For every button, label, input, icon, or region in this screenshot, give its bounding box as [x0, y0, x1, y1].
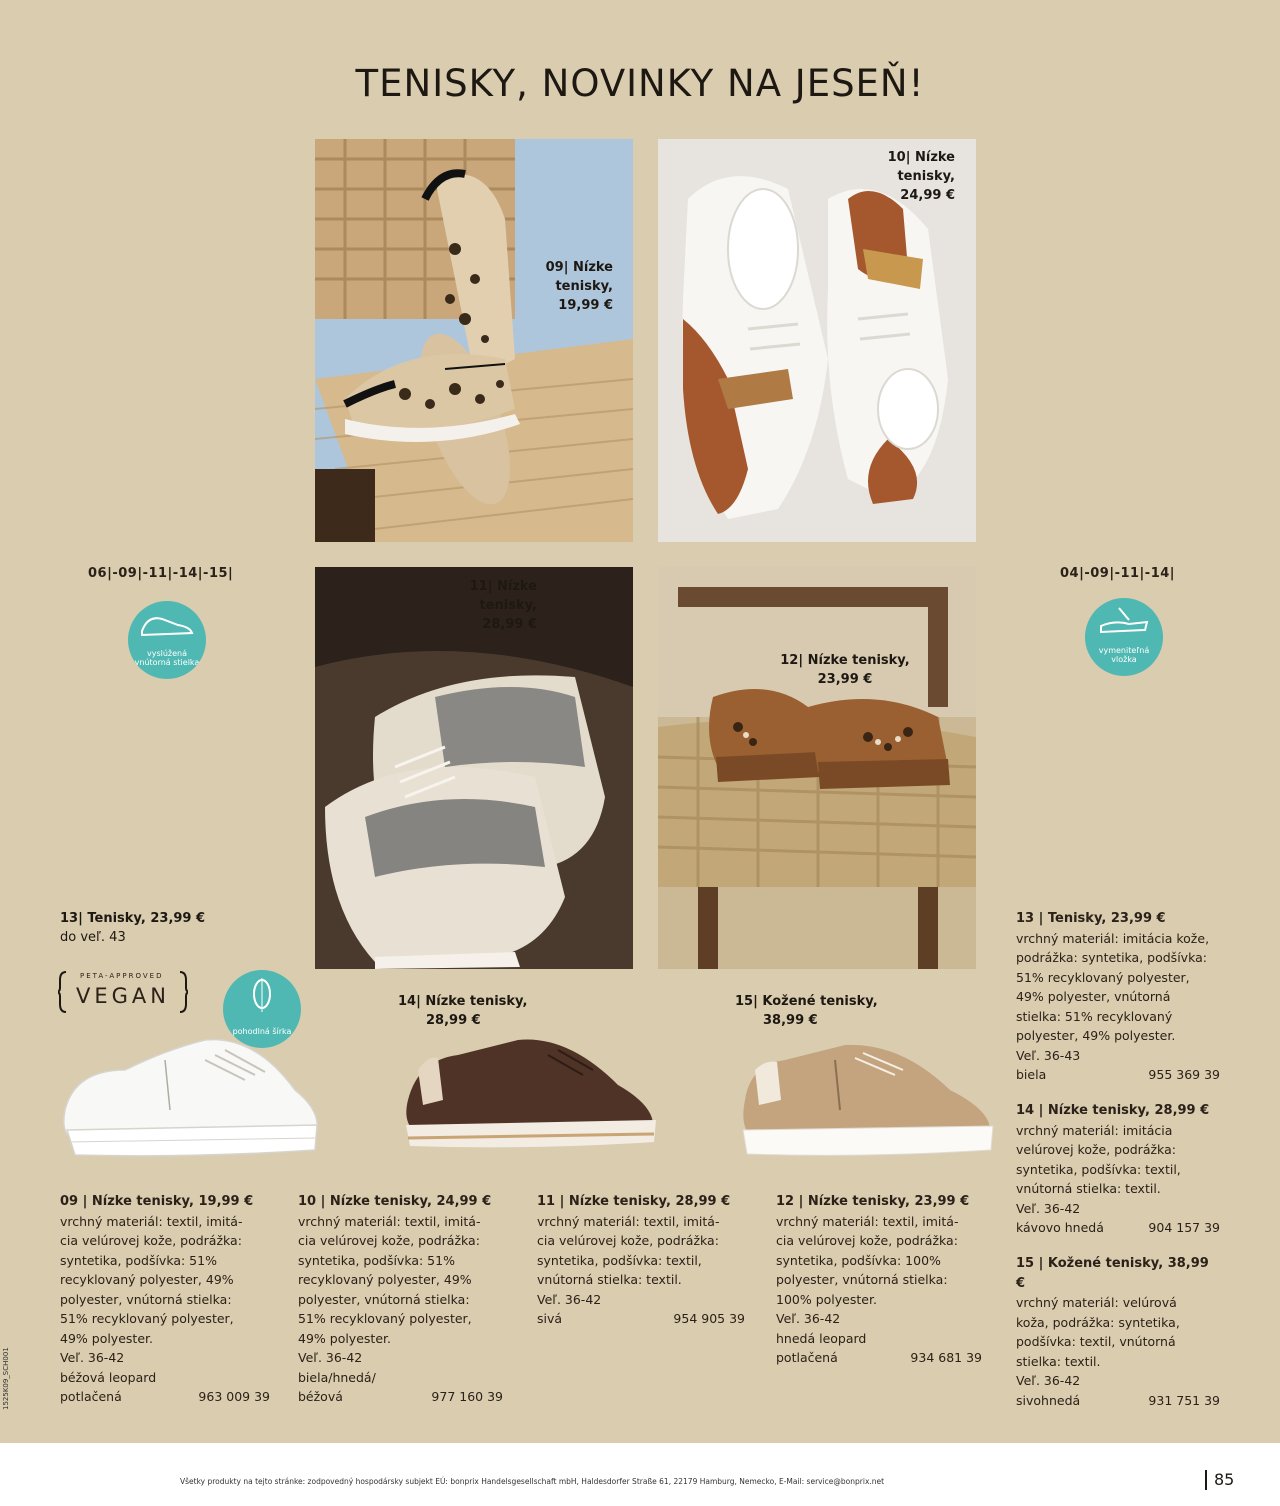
photo-label-14: 14| Nízke tenisky, 28,99 €	[398, 994, 528, 1028]
photo-product-12	[658, 567, 976, 969]
page-number-divider	[1205, 1470, 1207, 1490]
insole-badge	[128, 601, 206, 679]
photo-label-11: 11| Nízke tenisky, 28,99 €	[469, 579, 537, 632]
fit-badge-label: pohodlná šírka	[232, 1027, 292, 1036]
vegan-logo-top: PETA-APPROVED	[80, 972, 164, 980]
photo-product-12-image	[658, 567, 976, 969]
removable-insole-badge-label: vymeniteľná vložka	[1098, 646, 1150, 664]
product-code-11: 954 905 39	[673, 1311, 745, 1326]
product-code-10: 977 160 39	[431, 1389, 503, 1404]
feature-sizes-left: 06|-09|-11|-14|-15|	[88, 566, 234, 581]
product-14-image	[398, 1030, 660, 1155]
page-number: 85	[1214, 1470, 1235, 1489]
feature-sizes-right: 04|-09|-11|-14|	[1060, 566, 1176, 581]
shoe-icon	[128, 601, 206, 641]
product-code-12: 934 681 39	[910, 1350, 982, 1365]
insole-icon	[1085, 598, 1163, 638]
catalog-side-code: 1525K09_SCH001	[2, 1347, 10, 1410]
product-description-15: 15 | Kožené tenisky, 38,99 € vrchný materiál: velúrová koža, podrážka: syntetika, podšívka: textil, vnútorná stielka: textil. Veľ. 36-42 sivohnedá 931 751 39	[1016, 1254, 1220, 1410]
photo-label-12: 12| Nízke tenisky, 23,99 €	[780, 653, 910, 687]
product-description-14: 14 | Nízke tenisky, 28,99 € vrchný materiál: imitácia velúrovej kože, podrážka: syntetika, podšívka: textil, vnútorná stielka: textil. Veľ. 36-42 kávovo hnedá 904 157 39	[1016, 1101, 1220, 1238]
product-code-15: 931 751 39	[1148, 1392, 1220, 1408]
product-description-10: 10 | Nízke tenisky, 24,99 € vrchný materiál: textil, imitá- cia velúrovej kože, podrážka: syntetika, podšívka: 51% recyklovaný polyester, 49% polyester, vnútorná stielka: 51% recyklovaný polyester, 49% polyester. Veľ. 36-42 biela/hnedá/ béžová 977 160 39	[298, 1192, 503, 1407]
page-title: TENISKY, NOVINKY NA JESEŇ!	[355, 62, 925, 105]
removable-insole-badge	[1085, 598, 1163, 676]
footer-legal-text: Všetky produkty na tejto stránke: zodpovedný hospodársky subjekt EÚ: bonprix Handelsgesellschaft mbH, Haldesdorfer Straße 61, 22179 Hamburg, Nemecko, E-Mail: service@bonprix.net	[180, 1477, 885, 1486]
photo-label-13: 13| Tenisky, 23,99 € do veľ. 43	[60, 911, 206, 945]
product-code-14: 904 157 39	[1148, 1220, 1220, 1235]
product-description-13: 13 | Tenisky, 23,99 € vrchný materiál: imitácia kože, podrážka: syntetika, podšívka: 51% recyklovaný polyester, 49% polyester, vnútorná stielka: 51% recyklovaný polyester, 49% polyester. Veľ. 36-43 biela 955 369 39	[1016, 909, 1220, 1085]
photo-label-09: 09| Nízke tenisky, 19,99 €	[545, 260, 613, 313]
product-description-12: 12 | Nízke tenisky, 23,99 € vrchný materiál: textil, imitá- cia velúrovej kože, podrážka: syntetika, podšívka: 100% polyester, vnútorná stielka: 100% polyester. Veľ. 36-42 hnedá leopard potlačená 934 681 39	[776, 1192, 982, 1368]
vegan-logo	[58, 968, 188, 1016]
product-description-11: 11 | Nízke tenisky, 28,99 € vrchný materiál: textil, imitá- cia velúrovej kože, podrážka: syntetika, podšívka: textil, vnútorná stielka: textil. Veľ. 36-42 sivá 954 905 39	[537, 1192, 745, 1329]
photo-label-10: 10| Nízke tenisky, 24,99 €	[887, 150, 955, 203]
photo-product-09	[315, 139, 633, 542]
foot-icon	[223, 970, 301, 1016]
photo-product-09-image	[315, 139, 633, 542]
photo-label-15: 15| Kožené tenisky, 38,99 €	[735, 994, 878, 1028]
footer-bar	[0, 1443, 1280, 1506]
product-13-image	[55, 1030, 325, 1160]
insole-badge-label: vyslúžená vnútorná stielka	[134, 649, 200, 667]
product-code-09: 963 009 39	[198, 1389, 270, 1404]
product-15-image	[735, 1040, 997, 1160]
product-description-09: 09 | Nízke tenisky, 19,99 € vrchný materiál: textil, imitá- cia velúrovej kože, podrážka: syntetika, podšívka: 51% recyklovaný polyester, 49% polyester, vnútorná stielka: 51% recyklovaný polyester, 49% polyester. Veľ. 36-42 béžová leopard potlačená 963 009 39	[60, 1192, 270, 1407]
product-code-13: 955 369 39	[1148, 1067, 1220, 1082]
vegan-logo-main: VEGAN	[76, 984, 170, 1008]
